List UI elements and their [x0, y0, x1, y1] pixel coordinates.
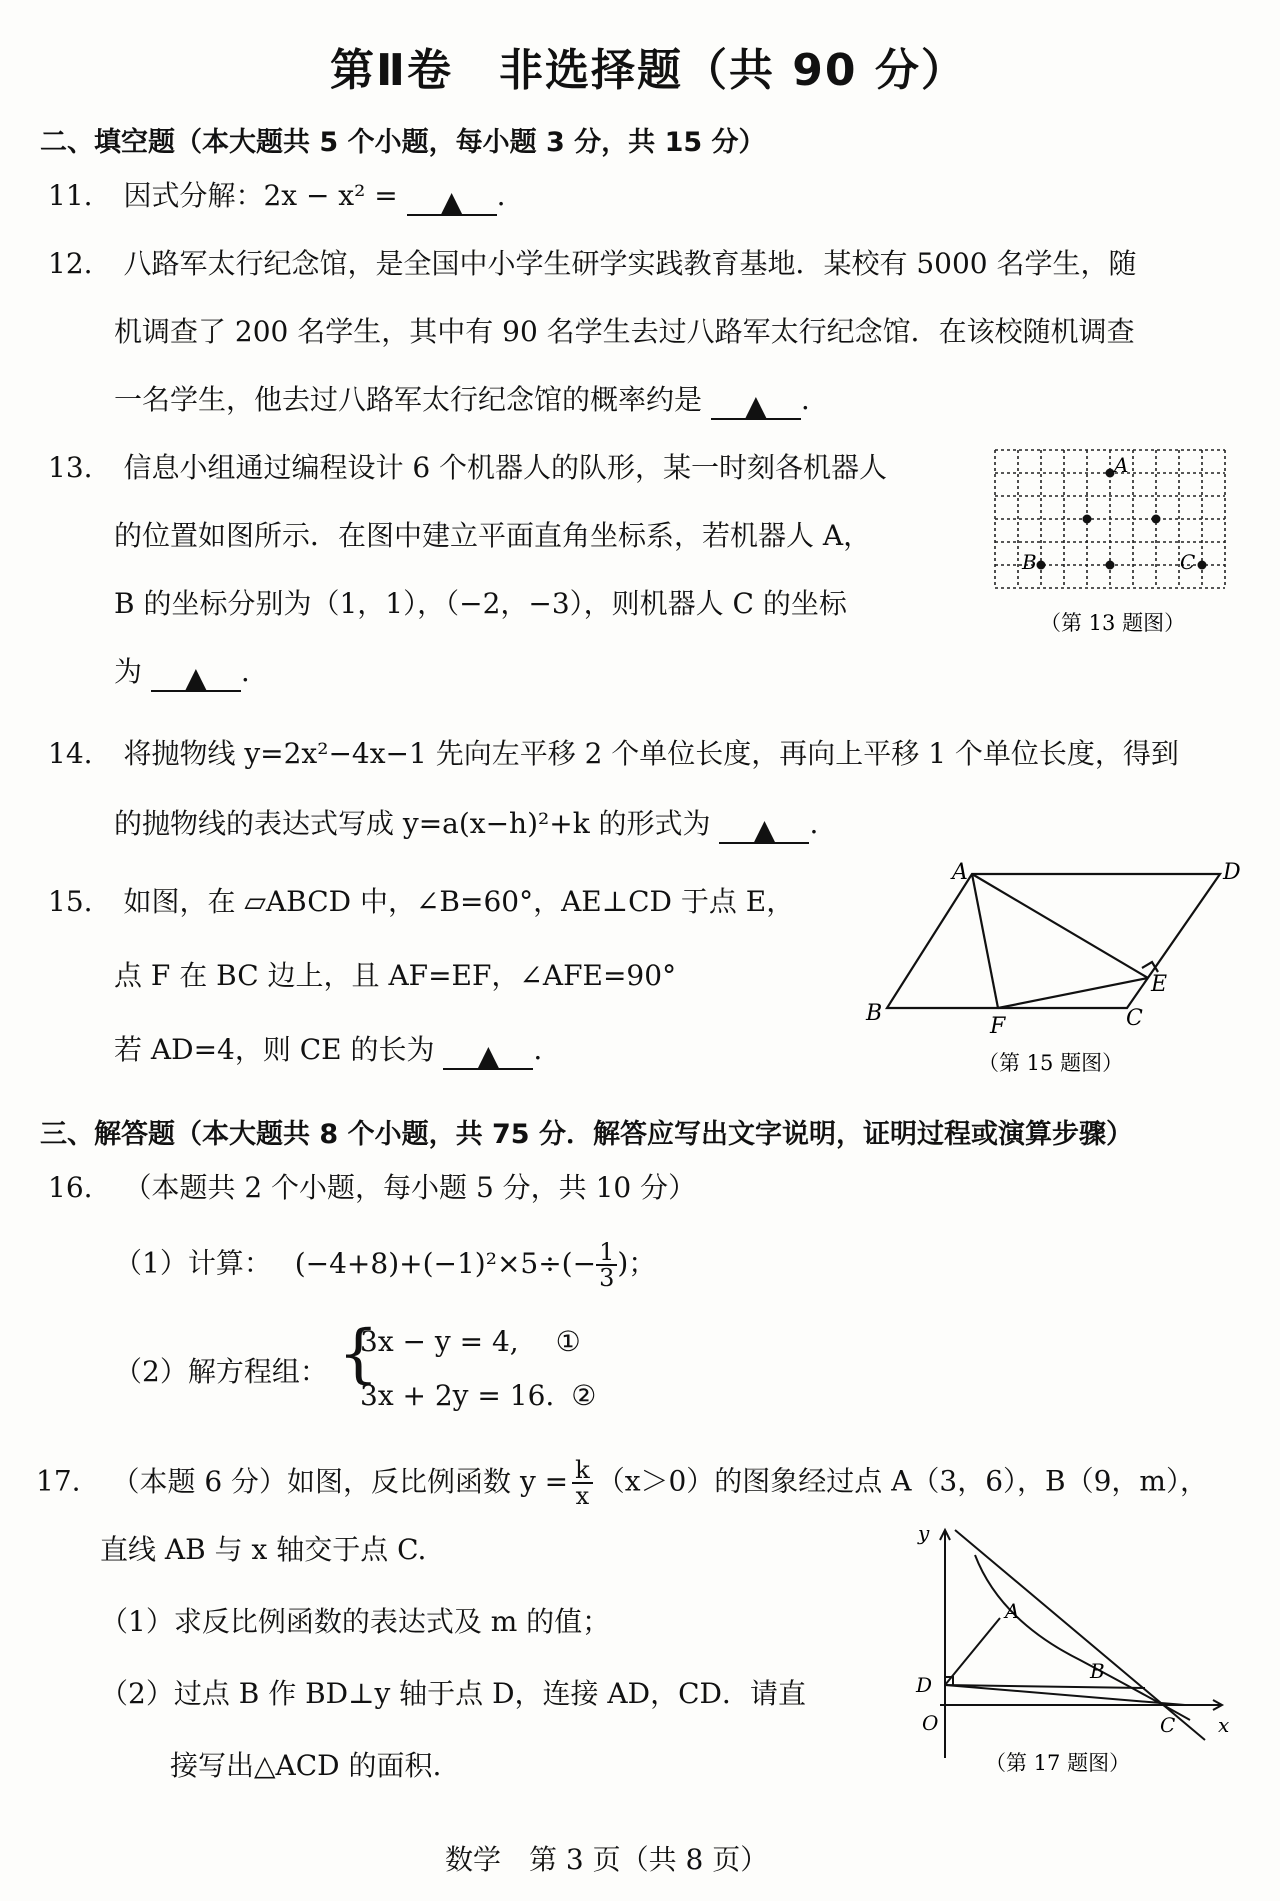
- question-17-part2b: 接写出△ACD 的面积.: [170, 1749, 442, 1782]
- question-13: [48, 448, 887, 488]
- question-17-head2: （x＞0）的图象经过点 A（3，6），B（9，m），: [596, 1464, 1208, 1498]
- question-13-line2: 的位置如图所示．在图中建立平面直角坐标系，若机器人 A，: [114, 519, 872, 552]
- label-y: y: [918, 1521, 930, 1545]
- label-b: B: [866, 1001, 883, 1026]
- numerator: 1: [596, 1240, 617, 1266]
- triangle-icon: ▲: [745, 389, 767, 422]
- figure-17-caption: （第 17 题图）: [985, 1751, 1131, 1775]
- question-12-line3-wrap: [114, 380, 810, 420]
- fraction: [572, 1458, 593, 1508]
- question-15-line1: 如图，在 ▱ABCD 中，∠B=60°，AE⊥CD 于点 E，: [123, 885, 795, 918]
- question-12: [48, 244, 1137, 284]
- label-f: F: [990, 1014, 1006, 1039]
- expression: (−4+8)+(−1)²×5÷(−: [294, 1246, 597, 1280]
- answer-blank: [443, 1036, 533, 1070]
- question-number: 17.: [36, 1464, 81, 1498]
- question-number: 12.: [48, 247, 93, 280]
- equation-1-text: 3x − y = 4,: [360, 1325, 519, 1358]
- label-c: C: [1180, 550, 1196, 574]
- robot-point-c: [1198, 561, 1207, 570]
- label-a: A: [952, 860, 968, 885]
- triangle-icon: ▲: [185, 661, 207, 694]
- question-13-line3: B 的坐标分别为（1，1），（−2，−3），则机器人 C 的坐标: [114, 587, 847, 620]
- question-15-line3-wrap: [114, 1030, 542, 1070]
- segment-cd: [945, 1685, 1185, 1705]
- question-17: [36, 1458, 1208, 1508]
- question-number: 16.: [48, 1171, 93, 1204]
- question-13-line1: 信息小组通过编程设计 6 个机器人的队形，某一时刻各机器人: [123, 451, 888, 484]
- label-d: D: [916, 1673, 933, 1697]
- label-b: B: [1022, 550, 1037, 574]
- section-3-heading: 三、解答题（本大题共 8 个小题，共 75 分．解答应写出文字说明，证明过程或演算步骤）: [40, 1119, 1133, 1150]
- figure-13-grid: [990, 445, 1230, 645]
- question-17-head: （本题 6 分）如图，反比例函数 y =: [111, 1464, 569, 1498]
- question-13-line4-wrap: [114, 652, 250, 692]
- question-16-part2-label: （2）解方程组：: [114, 1355, 328, 1388]
- figure-17-lines: [940, 1530, 1222, 1758]
- equation-2-text: 3x + 2y = 16.: [360, 1379, 555, 1412]
- question-15: [48, 882, 794, 922]
- punctuation: .: [240, 655, 250, 688]
- question-14-line2-wrap: [114, 804, 818, 844]
- segment-ad: [945, 1618, 1000, 1685]
- page-title: 第Ⅱ卷 非选择题（共 90 分）: [330, 45, 967, 96]
- question-15-line3: 若 AD=4，则 CE 的长为: [114, 1033, 435, 1066]
- label-e: E: [1151, 972, 1168, 997]
- answer-blank: [151, 658, 241, 692]
- triangle-icon: ▲: [477, 1039, 500, 1072]
- figure-15-caption: （第 15 题图）: [978, 1051, 1124, 1075]
- question-11-text: 因式分解：2x − x² =: [123, 179, 398, 212]
- question-16-head: （本题共 2 个小题，每小题 5 分，共 10 分）: [123, 1171, 697, 1204]
- question-13-line4: 为: [114, 655, 143, 688]
- equation-1: [360, 1322, 581, 1362]
- question-number: 13.: [48, 451, 93, 484]
- robot-point: [1083, 515, 1092, 524]
- question-17-line2: 直线 AB 与 x 轴交于点 C.: [100, 1533, 427, 1566]
- label-b: B: [1090, 1659, 1105, 1683]
- question-number: 14.: [48, 737, 93, 770]
- equation-1-mark: ①: [555, 1325, 581, 1358]
- equation-2: [360, 1376, 596, 1416]
- section-2-heading: 二、填空题（本大题共 5 个小题，每小题 3 分，共 15 分）: [40, 127, 766, 158]
- line-ab: [955, 1530, 1205, 1740]
- denominator: x: [575, 1482, 590, 1510]
- label-o: O: [922, 1711, 939, 1735]
- punctuation: .: [800, 383, 810, 416]
- fraction: [596, 1240, 617, 1290]
- label-c: C: [1126, 1006, 1143, 1031]
- question-16: [48, 1168, 696, 1208]
- answer-blank: [711, 386, 801, 420]
- label-x: x: [1218, 1713, 1230, 1737]
- question-11: [48, 176, 506, 216]
- figure-17-graph: [900, 1520, 1240, 1780]
- system-brace: {: [338, 1317, 379, 1391]
- figure-15-parallelogram: [860, 855, 1260, 1085]
- figure-13-caption: （第 13 题图）: [1040, 611, 1186, 635]
- label-c: C: [1160, 1713, 1176, 1737]
- robot-point-b: [1037, 561, 1046, 570]
- punctuation: .: [496, 179, 506, 212]
- question-17-part2: （2）过点 B 作 BD⊥y 轴于点 D，连接 AD，CD．请直: [100, 1677, 806, 1710]
- punctuation: .: [533, 1033, 543, 1066]
- question-14: [48, 734, 1179, 774]
- page-footer: 数学 第 3 页（共 8 页）: [445, 1843, 769, 1876]
- figure-15-lines: [887, 874, 1220, 1008]
- question-12-line1: 八路军太行纪念馆，是全国中小学生研学实践教育基地．某校有 5000 名学生，随: [123, 247, 1137, 280]
- label-a: A: [1005, 1599, 1020, 1623]
- question-16-part1: [114, 1240, 656, 1290]
- triangle-icon: ▲: [753, 813, 776, 846]
- equation-2-mark: ②: [571, 1379, 597, 1412]
- question-14-line2: 的抛物线的表达式写成 y=a(x−h)²+k 的形式为: [114, 807, 711, 840]
- question-14-line1: 将抛物线 y=2x²−4x−1 先向左平移 2 个单位长度，再向上平移 1 个单位长度，得到: [123, 737, 1179, 770]
- expression-end: )；: [617, 1246, 657, 1280]
- robot-point: [1152, 515, 1161, 524]
- triangle-icon: ▲: [440, 185, 463, 218]
- label-a: A: [1114, 453, 1129, 477]
- question-number: 11.: [48, 179, 93, 212]
- question-12-line2: 机调查了 200 名学生，其中有 90 名学生去过八路军太行纪念馆．在该校随机调查: [114, 315, 1135, 348]
- punctuation: .: [809, 807, 819, 840]
- answer-blank: [719, 810, 809, 844]
- denominator: 3: [599, 1264, 615, 1292]
- question-12-line3: 一名学生，他去过八路军太行纪念馆的概率约是: [114, 383, 703, 416]
- part-label: （1）计算：: [114, 1246, 272, 1280]
- question-15-line2: 点 F 在 BC 边上，且 AF=EF，∠AFE=90°: [114, 959, 677, 992]
- answer-blank: [407, 182, 497, 216]
- question-17-part1: （1）求反比例函数的表达式及 m 的值；: [100, 1605, 611, 1638]
- label-d: D: [1223, 860, 1241, 885]
- numerator: k: [572, 1458, 593, 1484]
- question-number: 15.: [48, 885, 93, 918]
- robot-point: [1106, 561, 1115, 570]
